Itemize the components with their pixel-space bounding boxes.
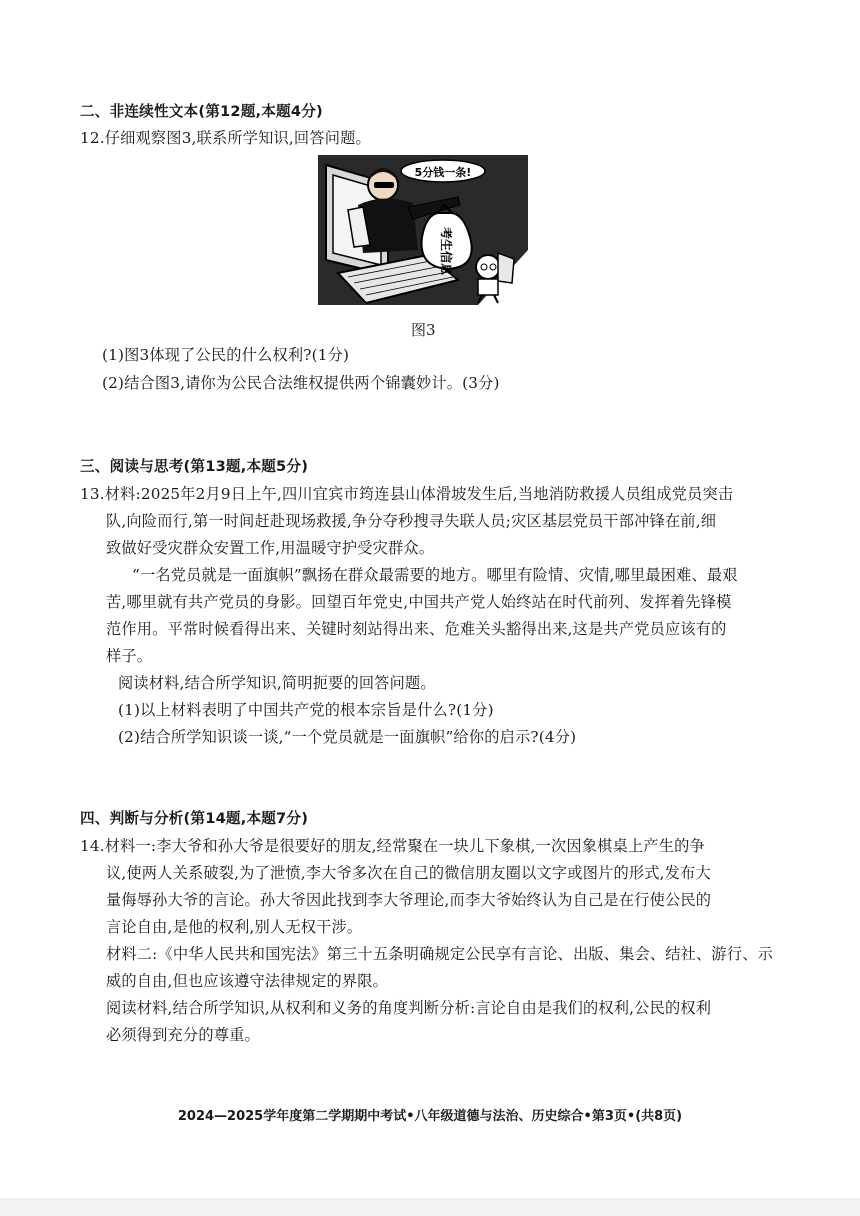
- question-stem: 12.仔细观察图3,联系所学知识,回答问题。: [80, 129, 371, 147]
- cartoon-illustration: [318, 155, 528, 305]
- kid-body: [478, 279, 498, 295]
- body-line: 阅读材料,结合所学知识,从权利和义务的角度判断分析:言论自由是我们的权利,公民的权利: [106, 999, 712, 1017]
- section-heading: 三、阅读与思考(第13题,本题5分): [80, 458, 309, 475]
- body-line: 阅读材料,结合所学知识,简明扼要的回答问题。: [118, 674, 436, 692]
- body-line: 致做好受灾群众安置工作,用温暖守护受灾群众。: [106, 539, 435, 557]
- figure-cartoon: [318, 155, 528, 305]
- sub-question: (2)结合所学知识谈一谈,“一个党员就是一面旗帜”给你的启示?(4分): [118, 728, 577, 746]
- bottom-strip: [0, 1198, 860, 1216]
- body-line: 13.材料:2025年2月9日上午,四川宜宾市筠连县山体滑坡发生后,当地消防救援人员组成党员突击: [80, 485, 734, 503]
- section-heading: 四、判断与分析(第14题,本题7分): [80, 810, 309, 827]
- speech-text: 5分钱一条!: [414, 166, 472, 179]
- sub-question: (2)结合图3,请你为公民合法维权提供两个锦囊妙计。(3分): [102, 374, 500, 392]
- sub-question: (1)图3体现了公民的什么权利?(1分): [102, 346, 350, 364]
- body-line: 必须得到充分的尊重。: [106, 1026, 260, 1044]
- body-line: 议,使两人关系破裂,为了泄愤,李大爷多次在自己的微信朋友圈以文字或图片的形式,发布大: [106, 864, 711, 882]
- body-line: 范作用。平常时候看得出来、关键时刻站得出来、危难关头豁得出来,这是共产党员应该有的: [106, 620, 727, 638]
- sub-question: (1)以上材料表明了中国共产党的根本宗旨是什么?(1分): [118, 701, 494, 719]
- figure-caption: 图3: [411, 321, 436, 339]
- body-line: 苦,哪里就有共产党员的身影。回望百年党史,中国共产党人始终站在时代前列、发挥着先锋模: [106, 593, 732, 611]
- body-line: 量侮辱孙大爷的言论。孙大爷因此找到李大爷理论,而李大爷始终认为自己是在行使公民的: [106, 891, 712, 909]
- sunglasses: [374, 182, 394, 188]
- body-line: 威的自由,但也应该遵守法律规定的界限。: [106, 972, 389, 990]
- body-line: 队,向险而行,第一时间赶赴现场救援,争分夺秒搜寻失联人员;灾区基层党员干部冲锋在前,细: [106, 512, 717, 530]
- body-line: 言论自由,是他的权利,别人无权干涉。: [106, 918, 363, 936]
- bag-text: 考生信息: [439, 227, 453, 276]
- section-heading: 二、非连续性文本(第12题,本题4分): [80, 103, 323, 120]
- body-line: “一名党员就是一面旗帜”飘扬在群众最需要的地方。哪里有险情、灾情,哪里最困难、最艰: [132, 566, 738, 584]
- body-line: 材料二:《中华人民共和国宪法》第三十五条明确规定公民享有言论、出版、集会、结社、游行、示: [106, 945, 773, 963]
- page-footer: 2024—2025学年度第二学期期中考试•八年级道德与法治、历史综合•第3页•(共8页): [177, 1109, 683, 1124]
- body-line: 14.材料一:李大爷和孙大爷是很要好的朋友,经常聚在一块儿下象棋,一次因象棋桌上产生的争: [80, 837, 705, 855]
- body-line: 样子。: [106, 647, 153, 665]
- kid-backpack: [498, 253, 514, 283]
